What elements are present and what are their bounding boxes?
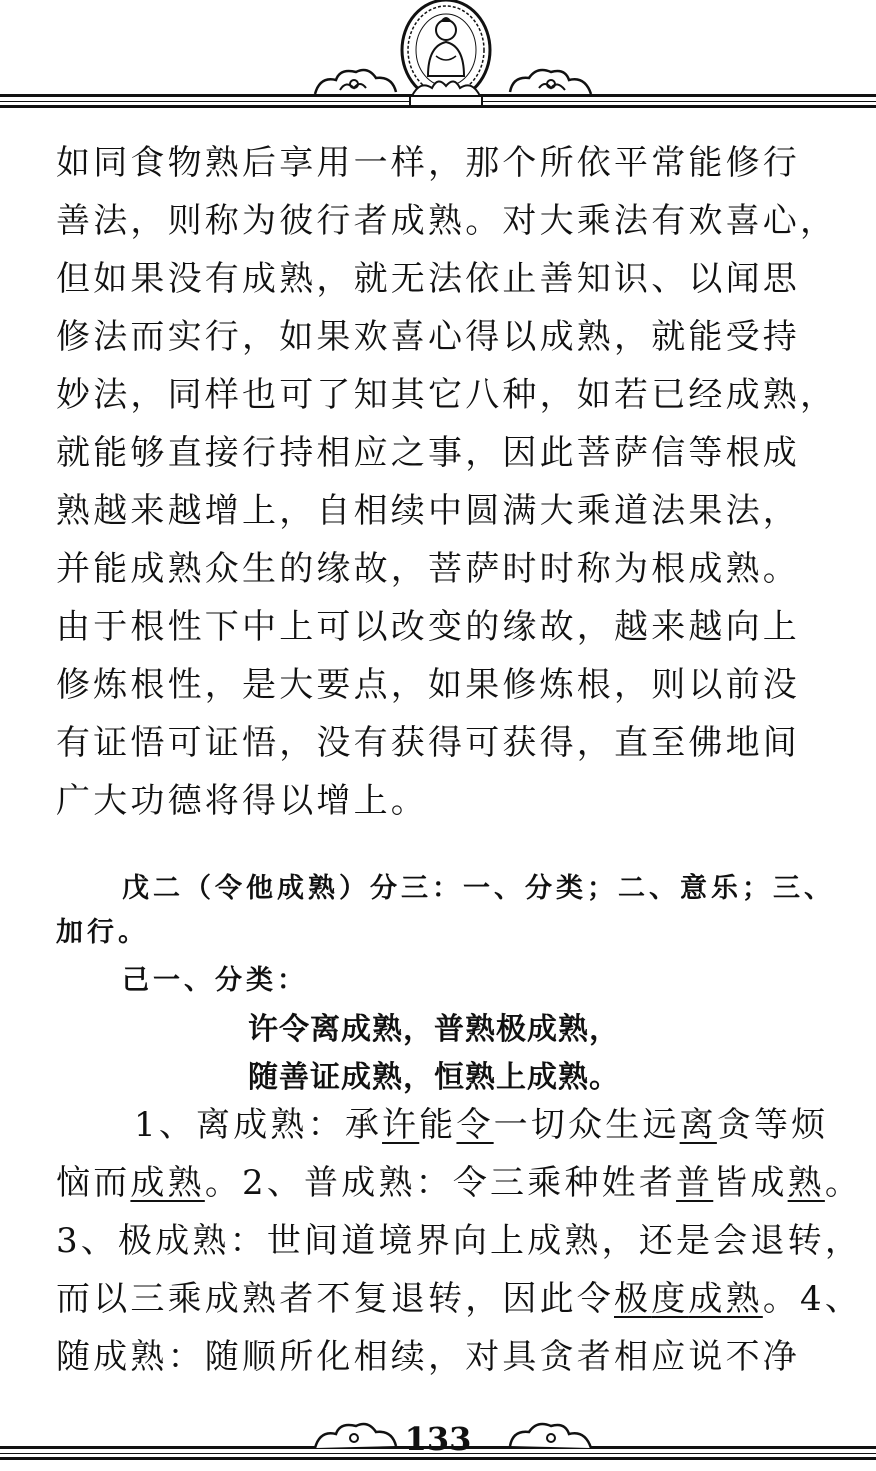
text-run: 一切众生远 (493, 1105, 680, 1145)
text-line: 修法而实行，如果欢喜心得以成熟，就能受持 (56, 317, 800, 357)
cloud-ornament-right-icon (505, 64, 595, 100)
verse-line-1: 许令离成熟，普熟极成熟， (248, 1012, 620, 1047)
subsection-heading: 己一、分类： (122, 965, 308, 996)
text-line: 妙法，同样也可了知其它八种，如若已经成熟， (56, 375, 838, 415)
text-run: 恼而 (56, 1163, 131, 1203)
underlined-term: 许 (382, 1105, 420, 1145)
text-line (56, 1154, 863, 1212)
text-line: 广大功德将得以增上。 (56, 781, 428, 821)
underlined-term: 极 (614, 1279, 652, 1319)
text-run: 而以三乘成熟者不复退转，因此令 (56, 1279, 614, 1319)
underlined-term: 普 (676, 1163, 714, 1203)
section-heading-line1: 戊二（令他成熟）分三：一、分类；二、意乐；三、 (122, 873, 835, 904)
underlined-term: 熟 (787, 1163, 825, 1203)
text-line (56, 1096, 846, 1154)
text-line: 善法，则称为彼行者成熟。对大乘法有欢喜心， (56, 201, 838, 241)
text-line: 修炼根性，是大要点，如果修炼根，则以前没 (56, 665, 800, 705)
text-line: 有证悟可证悟，没有获得可获得，直至佛地间 (56, 723, 800, 763)
text-line: 并能成熟众生的缘故，菩萨时时称为根成熟。 (56, 549, 800, 589)
underlined-term: 成熟 (130, 1163, 205, 1203)
text-line: 就能够直接行持相应之事，因此菩萨信等根成 (56, 433, 800, 473)
underlined-term: 成熟 (688, 1279, 763, 1319)
verse-line-2: 随善证成熟，恒熟上成熟。 (248, 1060, 620, 1095)
text-run: 能 (419, 1105, 457, 1145)
text-line (56, 1270, 863, 1328)
text-line: 3、极成熟：世间道境界向上成熟，还是会退转， (56, 1221, 863, 1261)
text-line: 由于根性下中上可以改变的缘故，越来越向上 (56, 607, 800, 647)
cloud-ornament-left-icon (310, 64, 400, 100)
text-run: 皆成 (713, 1163, 788, 1203)
underlined-term: 离 (679, 1105, 717, 1145)
text-run: 。 (824, 1163, 863, 1203)
text-line: 熟越来越增上，自相续中圆满大乘道法果法， (56, 491, 800, 531)
page-number: 133 (404, 1420, 472, 1458)
text-run: 。4、 (762, 1279, 863, 1319)
paragraph-commentary (56, 1096, 863, 1386)
text-line: 如同食物熟后享用一样，那个所依平常能修行 (56, 143, 800, 183)
text-run: 1、离成熟：承 (134, 1105, 383, 1145)
buddha-emblem-icon (398, 0, 494, 112)
underlined-term: 度 (651, 1279, 689, 1319)
text-line: 随成熟：随顺所化相续，对具贪者相应说不净 (56, 1337, 800, 1377)
section-heading-line2: 加行。 (56, 917, 149, 948)
underlined-term: 令 (456, 1105, 494, 1145)
text-line: 但如果没有成熟，就无法依止善知识、以闻思 (56, 259, 800, 299)
text-run: 贪等烦 (716, 1105, 829, 1145)
paragraph-main (56, 134, 846, 830)
text-run: 。2、普成熟：令三乘种姓者 (204, 1163, 677, 1203)
